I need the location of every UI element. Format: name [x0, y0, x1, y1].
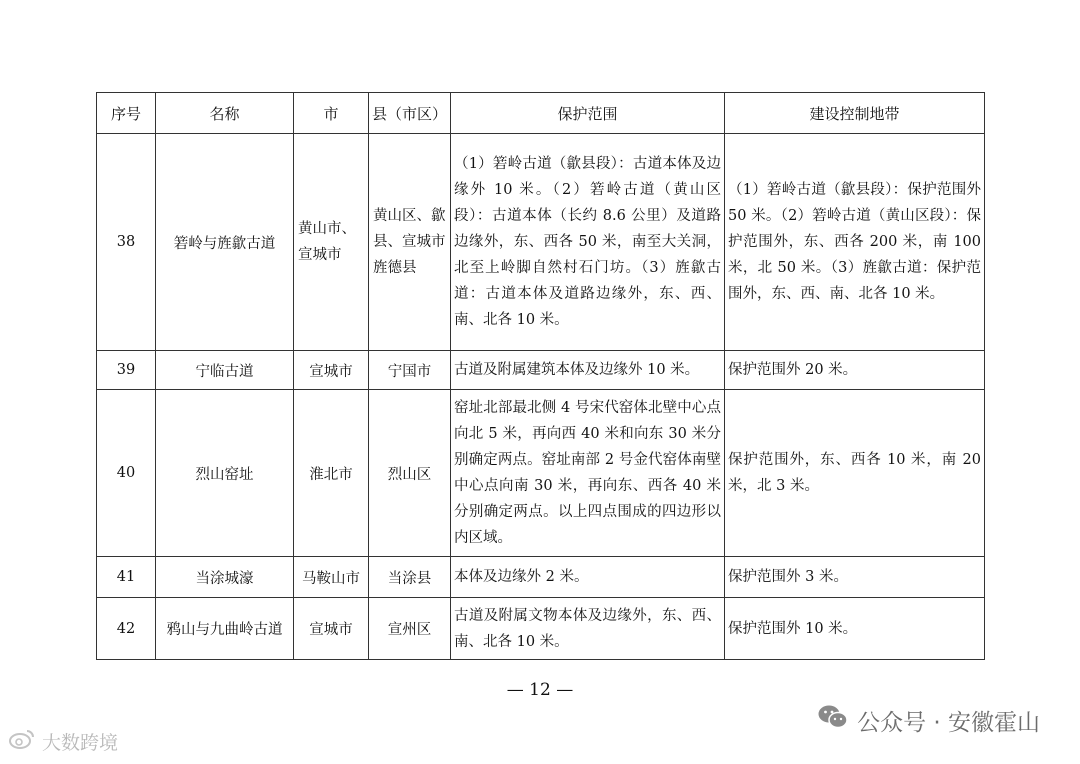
row-name: 烈山窑址: [156, 390, 294, 557]
row-county: 黄山区、歙县、宣城市旌德县: [369, 134, 451, 351]
row-name: 箬岭与旌歙古道: [156, 134, 294, 351]
row-city: 淮北市: [294, 390, 369, 557]
row-control: 保护范围外 20 米。: [725, 351, 985, 390]
wechat-icon: [817, 703, 849, 737]
row-control: 保护范围外，东、西各 10 米，南 20 米，北 3 米。: [725, 390, 985, 557]
row-city: 马鞍山市: [294, 557, 369, 598]
row-no: 41: [97, 557, 156, 598]
row-city: 黄山市、宣城市: [294, 134, 369, 351]
row-name: 宁临古道: [156, 351, 294, 390]
row-county: 宣州区: [369, 598, 451, 660]
header-control: 建设控制地带: [725, 93, 985, 134]
row-county: 当涂县: [369, 557, 451, 598]
table-row: [97, 557, 985, 598]
row-city: 宣城市: [294, 351, 369, 390]
table-row: [97, 598, 985, 660]
table-row: [97, 390, 985, 557]
row-control: 保护范围外 10 米。: [725, 598, 985, 660]
row-protection: 窑址北部最北侧 4 号宋代窑体北壁中心点向北 5 米，再向西 40 米和向东 30 米分别确定两点。窑址南部 2 号金代窑体南壁中心点向南 30 米，再向东、西各 40 米分别确定两点。以上四点围成的四边形以内区域。: [451, 390, 725, 557]
site-label: 大数跨境: [42, 732, 119, 754]
row-no: 40: [97, 390, 156, 557]
wechat-watermark: [817, 703, 1040, 737]
row-county: 烈山区: [369, 390, 451, 557]
row-control: 保护范围外 3 米。: [725, 557, 985, 598]
weibo-icon: [8, 728, 36, 755]
row-protection: 本体及边缘外 2 米。: [451, 557, 725, 598]
row-protection: 古道及附属建筑本体及边缘外 10 米。: [451, 351, 725, 390]
table-row: [97, 351, 985, 390]
row-county: 宁国市: [369, 351, 451, 390]
table-row: [97, 134, 985, 351]
header-no: 序号: [97, 93, 156, 134]
site-watermark: [8, 728, 118, 755]
heritage-table: [96, 92, 985, 660]
header-protection: 保护范围: [451, 93, 725, 134]
row-name: 鸦山与九曲岭古道: [156, 598, 294, 660]
row-no: 38: [97, 134, 156, 351]
row-protection: 古道及附属文物本体及边缘外，东、西、南、北各 10 米。: [451, 598, 725, 660]
header-name: 名称: [156, 93, 294, 134]
row-no: 42: [97, 598, 156, 660]
row-protection: （1）箬岭古道（歙县段）：古道本体及边缘外 10 米。（2）箬岭古道（黄山区段）：古道本体（长约 8.6 公里）及道路边缘外，东、西各 50 米，南至大关洞，北至上岭脚自然村石门坊。（3）旌歙古道：古道本体及道路边缘外，东、西、南、北各 10 米。: [451, 134, 725, 351]
header-row: [97, 93, 985, 134]
header-city: 市: [294, 93, 369, 134]
header-county: 县（市区）: [369, 93, 451, 134]
row-control: （1）箬岭古道（歙县段）：保护范围外 50 米。（2）箬岭古道（黄山区段）：保护范围外，东、西各 200 米，南 100 米，北 50 米。（3）旌歙古道：保护范围外，东、西、南、北各 10 米。: [725, 134, 985, 351]
row-name: 当涂城濠: [156, 557, 294, 598]
row-city: 宣城市: [294, 598, 369, 660]
row-no: 39: [97, 351, 156, 390]
page-number: — 12 —: [506, 680, 574, 700]
wechat-account-label: 公众号 · 安徽霍山: [857, 709, 1040, 736]
